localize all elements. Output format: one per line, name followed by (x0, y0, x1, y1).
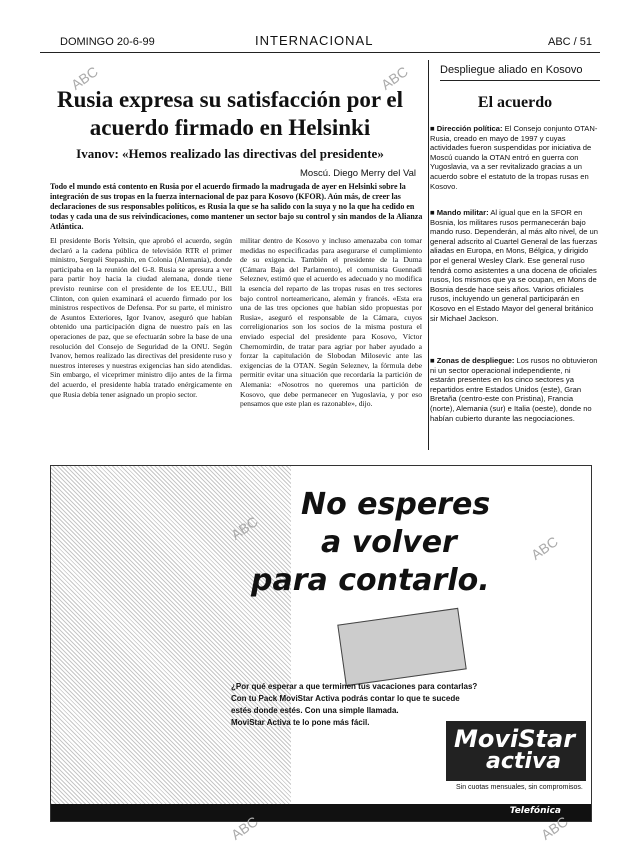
sidebar-item-text: El Consejo conjunto OTAN-Rusia, creado en mayo de 1997 y cuyas actividades fueron suspendidas por iniciativa de Moscú cuando la OTAN entró en guerra con Yugoslavia, va a ser revitalizado gracias a un acuerdo sobre el estatuto de la tropas rusas en Kosovo. (430, 124, 598, 191)
ad-footer-bar (51, 804, 591, 821)
watermark: ABC (378, 63, 411, 93)
sidebar-item: ■ Mando militar: Al igual que en la SFOR en Bosnia, los militares rusos permanecerán bajo mando ruso. Dependerán, al más alto nivel, de un general adscrito al Cuartel General de las fuerzas aliadas en Europa, en Mons, Bélgica, y dirigido por el general Wesley Clark. Ese general ruso tendrá como asistentes a una docena de oficiales rusos, los mismos que ya se ocupan, en Mons de Bosnia desde hace seis años. Varios oficiales rusos, incluyendo un general participarán en Kosovo en el Estado Mayor del general británico sir Michael Jackson. (430, 208, 599, 323)
page-number: ABC / 51 (548, 36, 593, 48)
ad-slogan-line-2: a volver (321, 525, 457, 560)
ad-slogan-line-1: No esperes (301, 487, 491, 522)
article-lead: Todo el mundo está contento en Rusia por el acuerdo firmado la madrugada de ayer en Helsinki sobre la integración de sus tropas en la fuerza internacional de paz para Kosovo (KFOR). Aún más, de creer las declaraciones de sus responsables políticos, es Rusia la que se ha salido con la suya y no la que ha cedido en todas y cada una de sus reivindicaciones, como mantener un sector bajo su control y sin mandos de la Alianza Atlántica. (50, 182, 423, 231)
ad-copy-4: MoviStar Activa te lo pone más fácil. (231, 718, 370, 727)
watermark: ABC (228, 513, 261, 543)
watermark: ABC (228, 813, 261, 843)
watermark: ABC (538, 813, 571, 843)
sidebar-item: ■ Zonas de despliegue: Los rusos no obtuvieron ni un sector operacional independiente, ni estarán presentes en los cinco sectores ya repartidos entre Estados Unidos (este), Gran Bretaña (centro-este con Pristina), Francia (norte), Alemania (sur) e Italia (oeste), donde no habían cubierto durante las negociaciones. (430, 356, 598, 423)
ad-product-box (337, 608, 466, 686)
ad-brand-activa: activa (486, 749, 562, 774)
sidebar-item: ■ Dirección política: El Consejo conjunto OTAN-Rusia, creado en mayo de 1997 y cuyas actividades fueron suspendidas por iniciativa de Moscú cuando la OTAN entró en guerra con Yugoslavia, va a ser revitalizado gracias a un acuerdo sobre el estatuto de la tropas rusas en Kosovo. (430, 124, 598, 191)
sidebar-item-label: Zonas de despliegue: (436, 356, 515, 365)
article-column-1: El presidente Boris Yeltsin, que aprobó el acuerdo, según declaró a la cadena pública de televisión RTR el primer ministro, Serguéi Stepashin, en Colonia (Alemania), donde participaba en la reunión del G-8. Rusia se apresura a ver para partir hoy hacia la ciudad alemana, donde tiene previsto reunirse con el presidente de los EE.UU., Bill Clinton, con quien examinará el acuerdo firmado por los ministros respectivos de Defensa. Por su parte, el ministro de Asuntos Exteriores, Igor Ivanov, aseguró que habían obtenido una participación digna de nuestro país en las operaciones de paz, que se efectuarán sobre la base de una resolución del Consejo de Seguridad de la ONU. Según Ivanov, hemos realizado las directivas del presidente ruso y nuestros intereses y nuestras exigencias han sido atendidas. Sin embargo, el viceprimer ministro dijo antes de la firma del acuerdo, el presidente había tratado enérgicamente en que Rusia debía tener asignado un propio sector. (50, 236, 232, 399)
sidebar-item-label: Dirección política: (436, 124, 503, 133)
sidebar-item-text: Al igual que en la SFOR en Bosnia, los militares rusos permanecerán bajo mando ruso. Dependerán, al más alto nivel, de un general adscrito al Cuartel General de las fuerzas aliadas en Europa, en Mons, Bélgica, y dirigido por el general Wesley Clark. Ese general ruso tendrá como asistentes a una docena de oficiales rusos, los mismos que ya se ocupan, en Mons de Bosnia desde hace seis años. Varios oficiales rusos, incluyendo un general participarán en Kosovo en el Estado Mayor del general británico sir Michael Jackson. (430, 208, 599, 323)
header-rule (40, 52, 600, 53)
article-headline: Rusia expresa su satisfacción por el acuerdo firmado en Helsinki (56, 87, 404, 140)
article-column-2: militar dentro de Kosovo y incluso amenazaba con tomar medidas no especificadas para asegurarse el cumplimiento de su exigencia. También el presidente de la Duma (Cámara Baja del Parlamento), el comunista Guennadi Seleznev, estimó que el acuerdo es adecuado y no modifica la esencia del reparto de las tropas rusas en tres sectores bajo control norteamericano, alemán y francés. «Esta era una de las tres opciones que habían sido propuestas por Rusia», aseguró el responsable de la Cámara, cuyos correligionarios son los socios de la misma postura el enviado especial del presidente para Kosovo, Víctor Chernomirdin, de tratar para agriar por haber ayudado a forzar la capitulación de Slobodan Milosevic ante las exigencias de la OTAN. Según Seleznev, la fórmula debe permitir evitar una situación que recordaría la partición de Alemania: «Nosotros no queremos una partición de Kosovo, que debe permanecer en Yugoslavia, y por eso pensamos que este plan es razonable», dijo. (240, 236, 422, 409)
watermark: ABC (528, 533, 561, 563)
ad-tagline: Sin cuotas mensuales, sin compromisos. (456, 784, 583, 791)
ad-brand-block (446, 721, 586, 781)
ad-copy-2: Con tu Pack MoviStar Activa podrás contar lo que te sucede (231, 694, 460, 703)
sidebar-kicker: Despliegue aliado en Kosovo (440, 64, 583, 76)
sidebar-title: El acuerdo (477, 94, 553, 111)
ad-copy-1: ¿Por qué esperar a que terminen tus vacaciones para contarlas? (231, 682, 478, 691)
page-date: DOMINGO 20-6-99 (60, 36, 155, 48)
watermark: ABC (68, 63, 101, 93)
sidebar-item-text: Los rusos no obtuvieron ni un sector operacional independiente, ni estarán presentes en los cinco sectores ya repartidos entre Estados Unidos (este), Gran Bretaña (centro-este con Pristina), Francia (norte), Alemania (sur) e Italia (oeste), donde no habían cubierto durante las negociaciones. (430, 356, 598, 423)
sidebar-item-label: Mando militar: (436, 208, 489, 217)
ad-copy-3: estés donde estés. Con una simple llamada. (231, 706, 399, 715)
sidebar-divider (428, 60, 429, 450)
section-title: INTERNACIONAL (255, 33, 374, 48)
sidebar-rule (440, 80, 600, 81)
movistar-advertisement (50, 465, 592, 822)
ad-slogan-line-3: para contarlo. (251, 563, 490, 598)
ad-footer-brand: Telefónica (509, 806, 561, 816)
article-subhead: Ivanov: «Hemos realizado las directivas del presidente» (76, 146, 384, 161)
ad-brand-name: MoviStar (454, 725, 576, 753)
article-byline: Moscú. Diego Merry del Val (300, 168, 416, 179)
